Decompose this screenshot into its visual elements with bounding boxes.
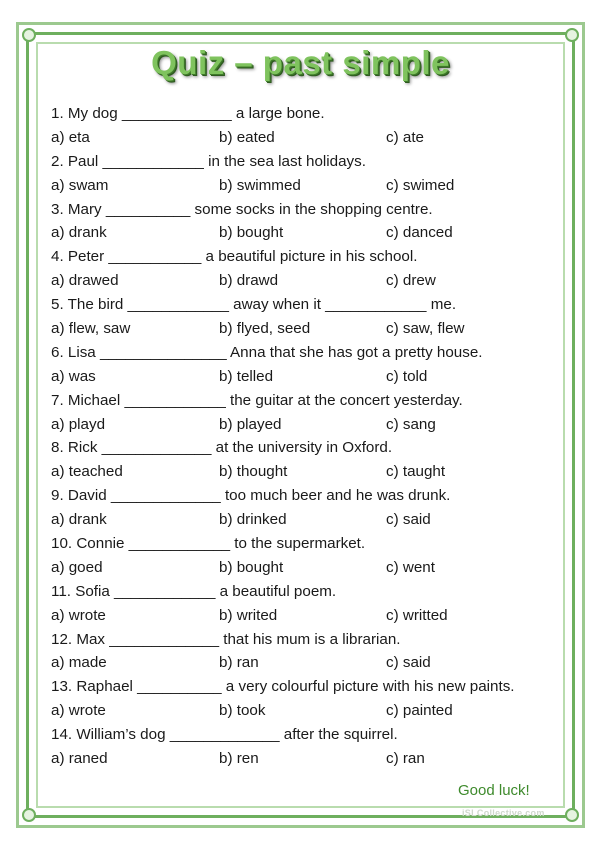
question-text: 13. Raphael __________ a very colourful picture with his new paints. xyxy=(51,678,515,696)
answer-options xyxy=(51,317,571,341)
option-b: b) flyed, seed xyxy=(219,320,311,338)
corner-ornament-icon xyxy=(22,808,36,822)
option-a: a) was xyxy=(51,367,96,385)
question-text: 11. Sofia ____________ a beautiful poem. xyxy=(51,582,337,600)
answer-options xyxy=(51,174,571,198)
option-c: c) saw, flew xyxy=(386,320,465,338)
answer-options xyxy=(51,699,571,723)
watermark: iSLCollective.com xyxy=(462,808,545,818)
option-a: a) flew, saw xyxy=(51,320,131,338)
option-a: a) eta xyxy=(51,128,90,146)
option-c: c) writted xyxy=(386,606,448,624)
option-b: b) took xyxy=(219,702,266,720)
answer-options xyxy=(51,413,571,437)
good-luck-text: Good luck! xyxy=(458,782,530,799)
option-b: b) bought xyxy=(219,224,284,242)
option-b: b) drawd xyxy=(219,272,279,290)
option-b: b) swimmed xyxy=(219,176,301,194)
answer-options xyxy=(51,126,571,150)
option-c: c) swimed xyxy=(386,176,455,194)
option-b: b) ran xyxy=(219,654,259,672)
question-text: 9. David _____________ too much beer and he was drunk. xyxy=(51,487,451,505)
option-b: b) drinked xyxy=(219,511,287,529)
option-a: a) goed xyxy=(51,558,103,576)
answer-options xyxy=(51,508,571,532)
answer-options xyxy=(51,221,571,245)
option-b: b) telled xyxy=(219,367,274,385)
option-b: b) bought xyxy=(219,558,284,576)
answer-options xyxy=(51,556,571,580)
option-c: c) danced xyxy=(386,224,453,242)
question-text: 2. Paul ____________ in the sea last holidays. xyxy=(51,152,366,170)
option-c: c) ate xyxy=(386,128,424,146)
option-b: b) thought xyxy=(219,463,288,481)
option-c: c) drew xyxy=(386,272,436,290)
option-c: c) sang xyxy=(386,415,436,433)
corner-ornament-icon xyxy=(565,808,579,822)
quiz-list xyxy=(51,102,571,771)
corner-ornament-icon xyxy=(22,28,36,42)
question-text: 3. Mary __________ some socks in the shopping centre. xyxy=(51,200,433,218)
option-a: a) drawed xyxy=(51,272,119,290)
option-c: c) said xyxy=(386,511,431,529)
answer-options xyxy=(51,651,571,675)
question-text: 14. William’s dog _____________ after the squirrel. xyxy=(51,726,398,744)
option-a: a) drank xyxy=(51,224,107,242)
option-b: b) writed xyxy=(219,606,278,624)
answer-options xyxy=(51,269,571,293)
option-a: a) playd xyxy=(51,415,106,433)
answer-options xyxy=(51,604,571,628)
question-text: 5. The bird ____________ away when it ____________ me. xyxy=(51,296,457,314)
option-c: c) taught xyxy=(386,463,446,481)
option-a: a) raned xyxy=(51,750,108,768)
question-text: 6. Lisa _______________ Anna that she has got a pretty house. xyxy=(51,343,483,361)
question-text: 7. Michael ____________ the guitar at the concert yesterday. xyxy=(51,391,463,409)
option-b: b) eated xyxy=(219,128,275,146)
option-a: a) drank xyxy=(51,511,107,529)
option-c: c) said xyxy=(386,654,431,672)
option-a: a) wrote xyxy=(51,606,106,624)
question-text: 4. Peter ___________ a beautiful picture in his school. xyxy=(51,248,418,266)
question-text: 1. My dog _____________ a large bone. xyxy=(51,105,325,122)
question-text: 10. Connie ____________ to the supermarket. xyxy=(51,535,366,553)
question-text: 12. Max _____________ that his mum is a librarian. xyxy=(51,630,401,648)
answer-options xyxy=(51,747,571,771)
option-b: b) played xyxy=(219,415,282,433)
option-a: a) wrote xyxy=(51,702,106,720)
option-c: c) ran xyxy=(386,750,425,768)
answer-options xyxy=(51,365,571,389)
answer-options xyxy=(51,460,571,484)
option-c: c) told xyxy=(386,367,428,385)
question-text: 8. Rick _____________ at the university in Oxford. xyxy=(51,439,393,457)
option-b: b) ren xyxy=(219,750,259,768)
page-title: Quiz – past simple xyxy=(151,44,450,81)
option-c: c) painted xyxy=(386,702,453,720)
option-a: a) made xyxy=(51,654,107,672)
option-c: c) went xyxy=(386,558,435,576)
corner-ornament-icon xyxy=(565,28,579,42)
option-a: a) teached xyxy=(51,463,123,481)
option-a: a) swam xyxy=(51,176,109,194)
